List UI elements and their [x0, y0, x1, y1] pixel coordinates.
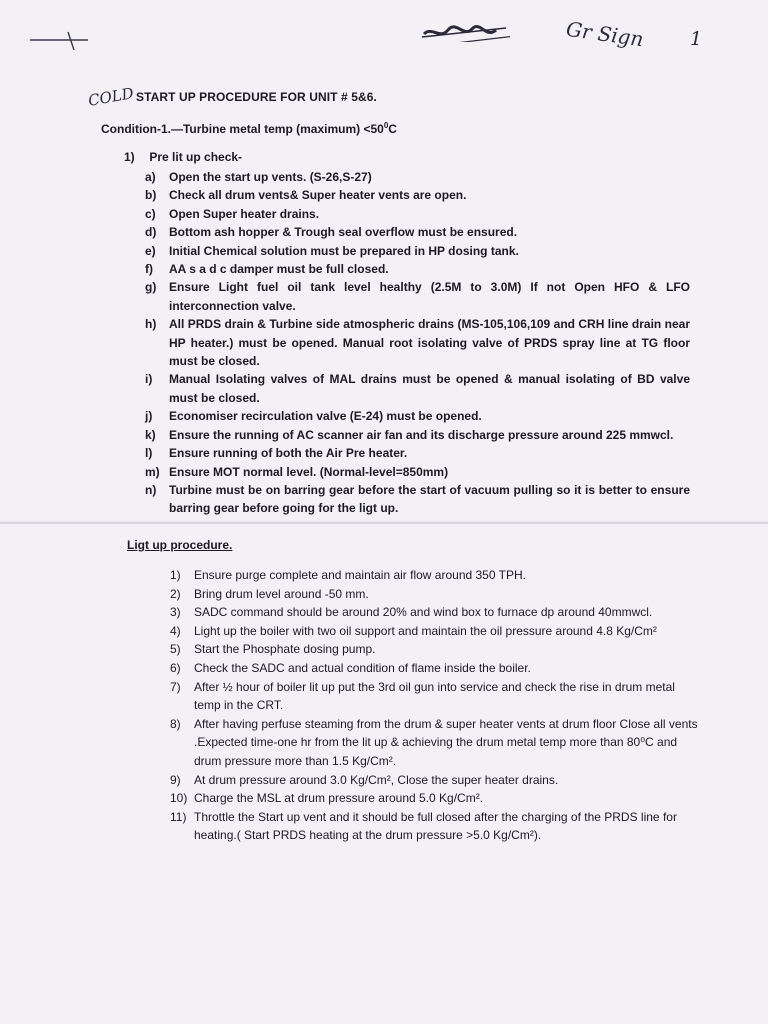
corner-ink-mark [28, 28, 98, 58]
step-text: SADC command should be around 20% and wind box to furnace dp around 40mmwcl. [194, 605, 653, 620]
condition-unit: C [388, 122, 397, 136]
step-label: 5) [170, 642, 181, 657]
lightup-steps [170, 566, 700, 845]
pre-lit-checklist [145, 168, 690, 518]
step-text: Check the SADC and actual condition of flame inside the boiler. [194, 660, 531, 675]
list-item [170, 808, 700, 845]
item-label: c) [145, 206, 156, 221]
item-label: m) [145, 464, 160, 479]
step-label: 2) [170, 586, 181, 601]
document-title: START UP PROCEDURE FOR UNIT # 5&6. [136, 90, 377, 104]
list-item [145, 242, 690, 260]
list-item [170, 566, 700, 585]
condition-text: Condition-1.—Turbine metal temp (maximum) <50 [101, 122, 384, 136]
step-text: Bring drum level around -50 mm. [194, 586, 369, 601]
step-text: Charge the MSL at drum pressure around 5.0 Kg/Cm². [194, 791, 484, 806]
condition-degree: 0 [383, 121, 389, 130]
item-text: Initial Chemical solution must be prepared in HP dosing tank. [169, 243, 519, 258]
step-label: 7) [170, 679, 181, 694]
list-item [170, 603, 700, 622]
step-label: 4) [170, 623, 181, 638]
step-label: 10) [170, 791, 188, 806]
item-text: Ensure running of both the Air Pre heater. [169, 446, 408, 461]
step-text: Throttle the Start up vent and it should be full closed after the charging of the PRDS line for heating.( Start PRDS heating at the drum pressure >5.0 Kg/Cm²). [194, 809, 677, 843]
item-label: d) [145, 225, 157, 240]
item-label: h) [145, 317, 157, 332]
item-label: f) [145, 262, 153, 277]
list-item [170, 659, 700, 678]
list-item [170, 771, 700, 790]
item-text: Ensure Light fuel oil tank level healthy (2.5M to 3.0M) If not Open HFO & LFO interconnection valve. [169, 280, 690, 313]
step-text: At drum pressure around 3.0 Kg/Cm², Close the super heater drains. [194, 772, 559, 787]
step-text: Light up the boiler with two oil support and maintain the oil pressure around 4.8 Kg/Cm² [194, 623, 657, 638]
list-item [145, 426, 690, 444]
paper-fold-line [0, 521, 768, 524]
step-label: 3) [170, 605, 181, 620]
step-label: 11) [170, 809, 187, 824]
item-label: i) [145, 372, 153, 387]
list-item [145, 370, 690, 407]
item-text: Check all drum vents& Super heater vents are open. [169, 188, 467, 203]
item-text: AA s a d c damper must be full closed. [169, 262, 389, 277]
list-item [145, 205, 690, 223]
item-text: Turbine must be on barring gear before the start of vacuum pulling so it is better to ensure barring gear before going for the ligt up. [169, 482, 690, 516]
item-text: Ensure the running of AC scanner air fan and its discharge pressure around 225 mmwcl. [169, 427, 674, 442]
list-item [145, 444, 690, 462]
condition-line [101, 121, 397, 136]
pre-lit-heading [124, 150, 242, 164]
item-text: All PRDS drain & Turbine side atmospheric drains (MS-105,106,109 and CRH line drain near HP heater.) must be opened. Manual root isolating valve of PRDS spray line at TG floor must be closed. [169, 317, 690, 369]
list-item [145, 278, 690, 315]
list-item [145, 168, 690, 186]
step-label: 8) [170, 716, 181, 731]
item-label: n) [145, 482, 157, 497]
list-item [145, 186, 690, 204]
handwritten-cold-annotation: COLD [86, 84, 135, 110]
item-label: j) [145, 409, 153, 424]
list-item [145, 315, 690, 370]
list-item [145, 481, 690, 518]
item-text: Open the start up vents. (S-26,S-27) [169, 170, 372, 184]
item-text: Economiser recirculation valve (E-24) must be opened. [169, 409, 482, 424]
pre-lit-title: Pre lit up check- [149, 150, 243, 164]
list-item [145, 260, 690, 278]
pre-lit-number: 1) [124, 150, 135, 164]
item-label: l) [145, 446, 153, 461]
item-label: b) [145, 188, 157, 203]
list-item [145, 463, 690, 481]
lightup-heading: Ligt up procedure. [127, 538, 233, 552]
list-item [145, 407, 690, 425]
step-label: 6) [170, 660, 181, 675]
item-text: Manual Isolating valves of MAL drains must be opened & manual isolating of BD valve must be closed. [169, 372, 690, 405]
list-item [170, 715, 700, 771]
step-text: After ½ hour of boiler lit up put the 3rd oil gun into service and check the rise in drum metal temp in the CRT. [194, 679, 675, 713]
step-label: 1) [170, 568, 181, 582]
list-item [170, 789, 700, 808]
list-item [170, 640, 700, 659]
step-text: Start the Phosphate dosing pump. [194, 642, 376, 657]
list-item [145, 223, 690, 241]
page-number: 1 [690, 28, 703, 50]
item-text: Bottom ash hopper & Trough seal overflow must be ensured. [169, 225, 518, 240]
scribbled-out-text [420, 24, 510, 42]
step-label: 9) [170, 772, 181, 787]
step-text: Ensure purge complete and maintain air flow around 350 TPH. [194, 568, 526, 582]
item-label: a) [145, 170, 156, 184]
item-text: Open Super heater drains. [169, 206, 320, 221]
list-item [170, 622, 700, 641]
item-text: Ensure MOT normal level. (Normal-level=850mm) [169, 464, 449, 479]
item-label: e) [145, 243, 156, 258]
handwritten-initials: Gr Sign [564, 16, 645, 52]
item-label: g) [145, 280, 157, 295]
list-item [170, 585, 700, 604]
item-label: k) [145, 427, 156, 442]
step-text: After having perfuse steaming from the drum & super heater vents at drum floor Close all vents .Expected time-one hr from the lit up & achieving the drum metal temp more than 80⁰C and drum pressure more than 1.5 Kg/Cm². [194, 716, 698, 768]
list-item [170, 678, 700, 715]
